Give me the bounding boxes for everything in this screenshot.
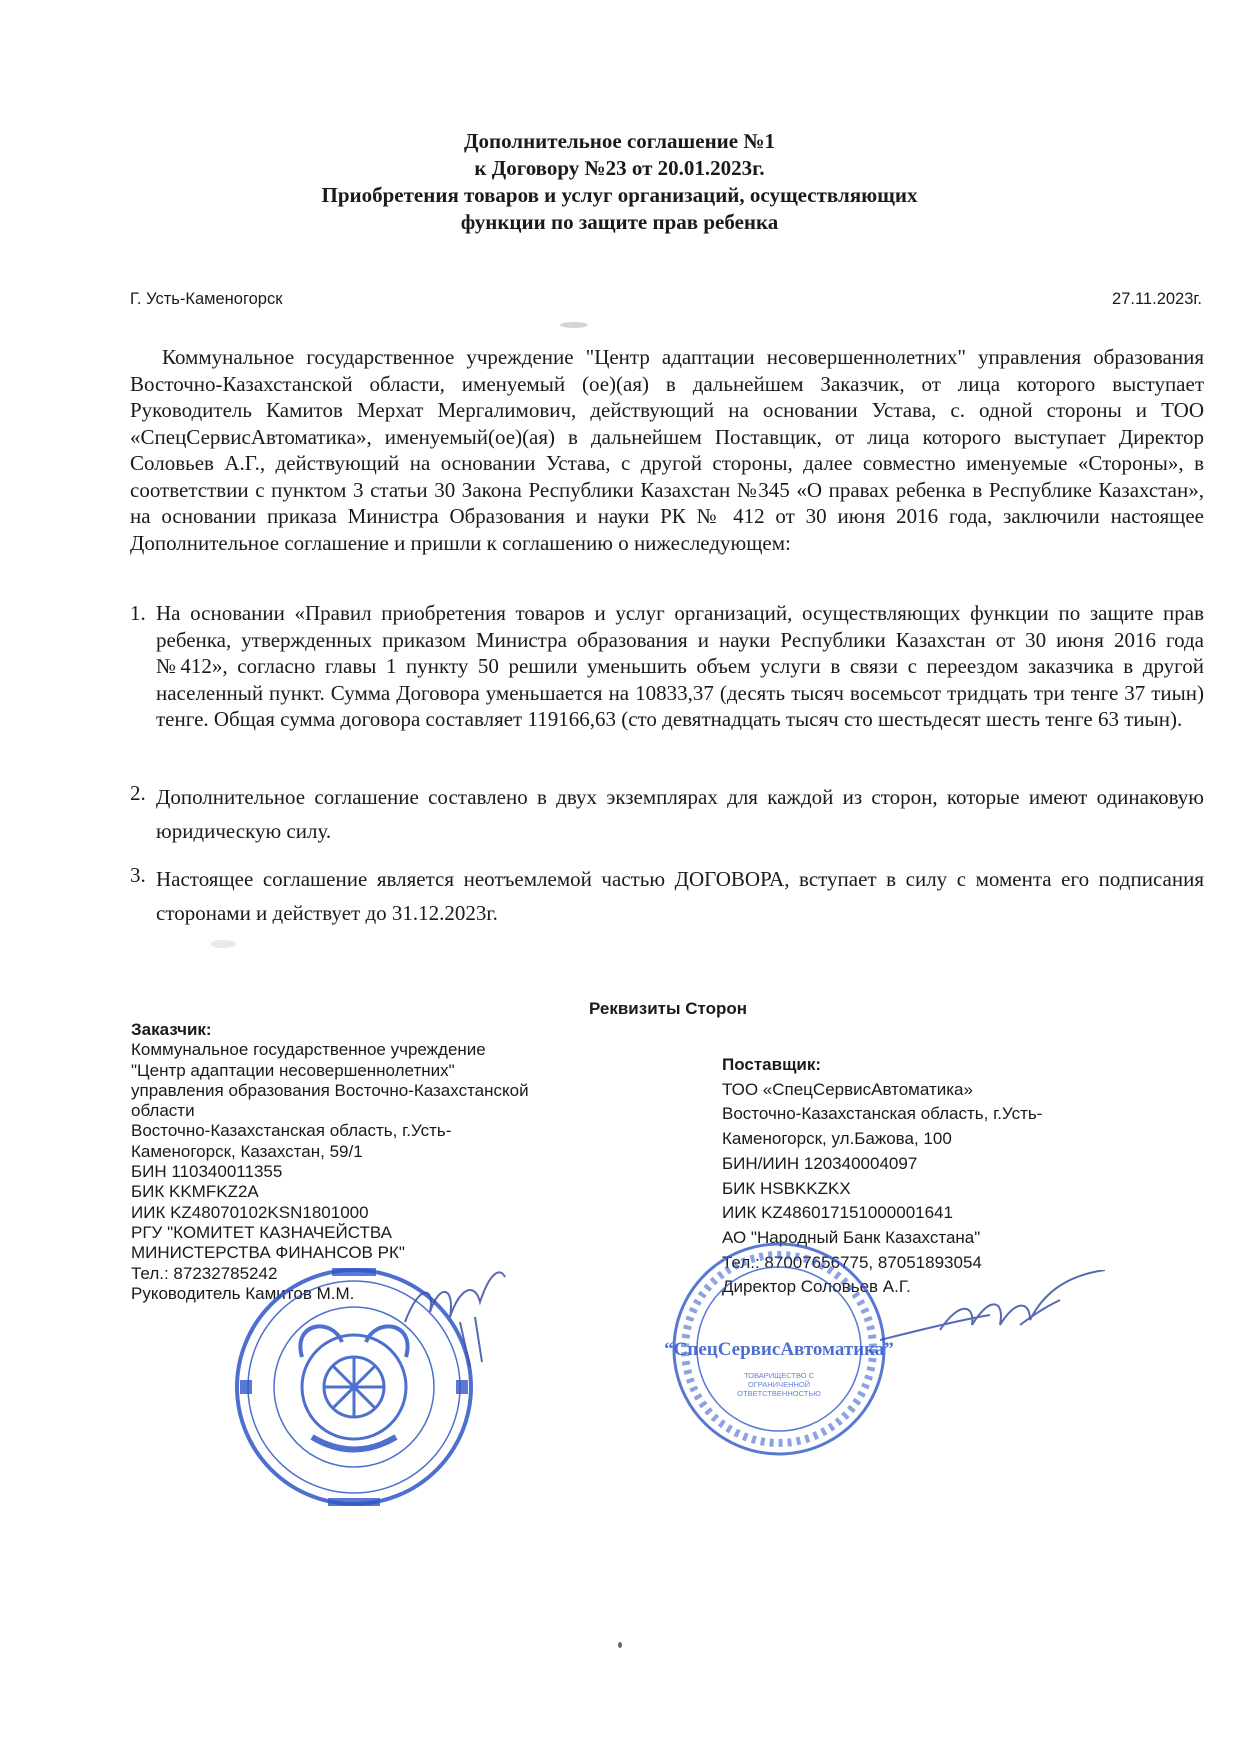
clause-2 [130, 780, 1204, 848]
intro-paragraph: Коммунальное государственное учреждение "Центр адаптации несовершеннолетних" управления образования Восточно-Казахстанской области, именуемый (ое)(ая) в дальнейшем Заказчик, от лица которого выступает Руководитель Камитов Мерхат Мергалимович, действующий на основании Устава, с. одной стороны и ТОО «СпецСервисАвтоматика», именуемый(ое)(ая) в дальнейшем Поставщик, от лица которого выступает Директор Соловьев А.Г., действующий на основании Устава, с другой стороны, далее совместно именуемые «Стороны», в соответствии с пунктом 3 статьи 30 Закона Республики Казахстан №345 «О правах ребенка в Республике Казахстан», на основании приказа Министра Образования и науки РК № 412 от 30 июня 2016 года, заключили настоящее Дополнительное соглашение и пришли к соглашению о нижеследующем: [130, 345, 1204, 555]
clause-number: 2. [130, 781, 146, 805]
customer-line: Восточно-Казахстанская область, г.Усть- [131, 1121, 452, 1141]
clause-1 [130, 600, 1204, 733]
customer-line: "Центр адаптации несовершеннолетних" [131, 1060, 455, 1080]
customer-line: Коммунальное государственное учреждение [131, 1040, 486, 1060]
clause-text: Настоящее соглашение является неотъемлемой частью ДОГОВОРА, вступает в силу с момента его подписания сторонами и действует до 31.12.2023г. [156, 867, 1204, 925]
customer-line: БИН 110340011355 [131, 1162, 283, 1182]
supplier-heading: Поставщик: [722, 1055, 822, 1074]
svg-text:ТОВАРИЩЕСТВО С: ТОВАРИЩЕСТВО С [743, 1371, 815, 1380]
supplier-line: АО "Народный Банк Казахстана" [722, 1227, 981, 1247]
customer-line: управления образования Восточно-Казахстанской [131, 1080, 529, 1100]
scan-dot [618, 1642, 622, 1648]
document-date: 27.11.2023г. [1112, 290, 1202, 308]
customer-heading: Заказчик: [131, 1020, 212, 1039]
customer-line: РГУ "КОМИТЕТ КАЗНАЧЕЙСТВА [131, 1222, 392, 1242]
scan-smudge [210, 940, 236, 948]
supplier-line: ИИК KZ486017151000001641 [722, 1203, 953, 1223]
customer-line: БИК KKMFKZ2A [131, 1182, 259, 1202]
city: Г. Усть-Каменогорск [130, 290, 283, 308]
clause-3 [130, 862, 1204, 930]
clause-number: 3. [130, 863, 146, 887]
supplier-line: Тел.: 87007656775, 87051893054 [722, 1252, 982, 1272]
supplier-line: Каменогорск, ул.Бажова, 100 [722, 1129, 952, 1149]
supplier-requisites [722, 1053, 1182, 1300]
place-date-row [130, 290, 1202, 309]
document-title [0, 128, 1239, 236]
supplier-line: ТОО «СпецСервисАвтоматика» [722, 1079, 973, 1099]
clause-text: На основании «Правил приобретения товаров и услуг организаций, осуществляющих функции по защите прав ребенка, утвержденных приказом Министра образования и науки Республики Казахстан от 30 июня 2016 года №412», согласно главы 1 пункту 50 решили уменьшить объем услуги в связи с переездом заказчика в другой населенный пункт. Сумма Договора уменьшается на 10833,37 (десять тысяч восемьсот тридцать три тенге 37 тиын) тенге. Общая сумма договора составляет 119166,63 (сто девятнадцать тысяч сто шестьдесят шесть тенге 63 тиын). [156, 601, 1204, 731]
customer-line: ИИК KZ48070102KSN1801000 [131, 1202, 369, 1222]
supplier-line: Восточно-Казахстанская область, г.Усть- [722, 1104, 1043, 1124]
supplier-line: Директор Соловьев А.Г. [722, 1277, 911, 1297]
customer-line: Руководитель Камитов М.М. [131, 1283, 355, 1303]
title-line: Приобретения товаров и услуг организаций, осуществляющих [321, 183, 918, 207]
supplier-line: БИК HSBKKZKX [722, 1178, 851, 1198]
svg-text:ОГРАНИЧЕННОЙ: ОГРАНИЧЕННОЙ [747, 1380, 811, 1389]
scan-smudge [560, 322, 588, 328]
requisites-title: Реквизиты Сторон [588, 999, 748, 1018]
clause-text: Дополнительное соглашение составлено в двух экземплярах для каждой из сторон, которые имеют одинаковую юридическую силу. [156, 785, 1204, 843]
title-line: Дополнительное соглашение №1 [464, 129, 775, 153]
customer-line: области [131, 1101, 195, 1121]
customer-line: МИНИСТЕРСТВА ФИНАНСОВ РК" [131, 1243, 405, 1263]
supplier-stamp-name: “СпецСервисАвтоматика” [664, 1339, 894, 1360]
customer-line: Тел.: 87232785242 [131, 1263, 278, 1283]
title-line: к Договору №23 от 20.01.2023г. [474, 156, 765, 180]
customer-line: Каменогорск, Казахстан, 59/1 [131, 1141, 363, 1161]
svg-text:ОТВЕТСТВЕННОСТЬЮ: ОТВЕТСТВЕННОСТЬЮ [737, 1389, 821, 1398]
title-line: функции по защите прав ребенка [460, 210, 779, 234]
supplier-line: БИН/ИИН 120340004097 [722, 1153, 918, 1173]
customer-requisites [131, 1020, 631, 1304]
clause-number: 1. [130, 601, 146, 625]
